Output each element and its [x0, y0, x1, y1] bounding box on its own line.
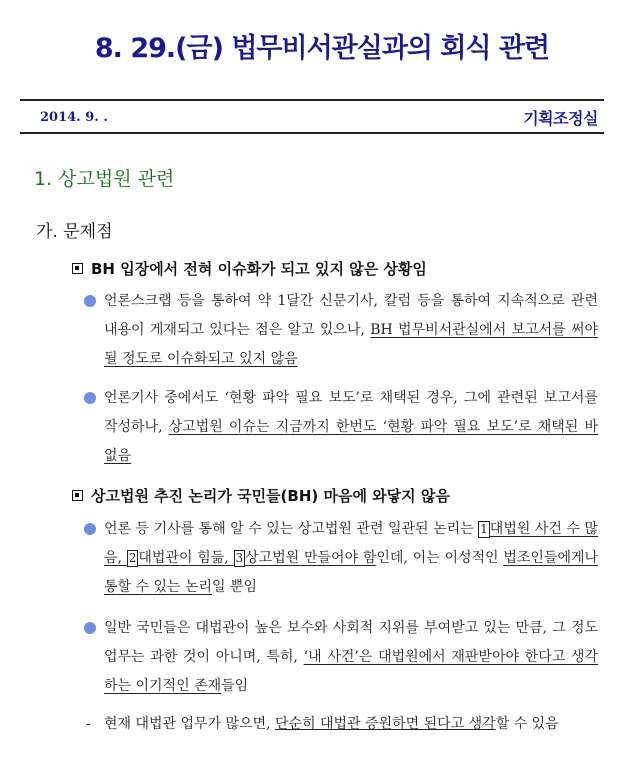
bullet-2-text: 언론기사 중에서도 ‘현황 파악 필요 보도’로 채택된 경우, 그에 관련된 보고서를 작성하나, [104, 390, 598, 435]
subsection-title: 가. 문제점 [36, 222, 113, 242]
bullet-3-text: 언론 등 기사를 통해 알 수 있는 상고법원 관련 일관된 논리는 [104, 521, 479, 537]
bullet-2-underline: 상고법원 이슈는 지금까지 한번도 ‘현황 파악 필요 보도’로 채택된 바 없음 [104, 419, 598, 464]
bullet-3-underline-1: 대법원 사건 수 많음, [104, 521, 598, 566]
bullet-paragraph-1 [104, 287, 598, 374]
circle-bullet-icon [84, 523, 96, 535]
heading-2-text: 상고법원 추진 논리가 국민들(BH) 마음에 와닿지 않음 [91, 487, 450, 505]
bullet-1-underline: BH 법무비서관실에서 보고서를 써야 될 정도로 이슈화되고 있지 않음 [104, 322, 599, 367]
heading-1 [72, 258, 427, 279]
top-rule [20, 99, 604, 101]
document-title: 8. 29.(금) 법무비서관실과의 회식 관련 [94, 33, 550, 64]
bottom-rule [20, 132, 604, 134]
department-name: 기획조정실 [523, 109, 598, 128]
dash-1-underline: 단순히 대법관 증원하면 된다고 생각 [275, 716, 496, 732]
circle-bullet-icon [84, 622, 96, 634]
heading-1-text: BH 입장에서 전혀 이슈화가 되고 있지 않은 상황임 [91, 260, 427, 278]
bullet-3-underline-3: 상고법원 만들어야 함 [245, 550, 377, 566]
dash-paragraph-1 [104, 710, 598, 739]
circle-bullet-icon [84, 392, 96, 404]
dash-marker: - [86, 716, 91, 732]
bullet-4-text: 일반 국민들은 대법관이 높은 보수와 사회적 지위를 부여받고 있는 만큼, 그 정도 업무는 과한 것이 아니며, 특히, [104, 620, 598, 665]
bullet-4-underline: ‘내 사건’은 대법원에서 재판받아야 한다고 생각하는 이기적인 존재 [104, 649, 598, 694]
bullet-3-text-c: 일 뿐임 [212, 579, 258, 595]
bullet-paragraph-4 [104, 614, 598, 701]
number-box-1: 1 [480, 522, 488, 536]
bullet-paragraph-3 [104, 515, 598, 602]
bullet-paragraph-2 [104, 384, 598, 471]
bullet-4-text-b: 들임 [221, 678, 249, 694]
circle-bullet-icon [84, 295, 96, 307]
square-bullet-icon [72, 490, 83, 501]
bullet-3-text-b: 인데, 이는 이성적인 [376, 550, 504, 566]
bullet-3-underline-4: 법조인들에게나 통할 수 있는 논리 [104, 550, 599, 595]
square-bullet-icon [72, 263, 83, 274]
section-title: 1. 상고법원 관련 [34, 168, 175, 190]
dash-1-text: 현재 대법관 업무가 많으면, [104, 716, 276, 732]
bullet-3-underline-2: 대법관이 힘듦, [138, 550, 234, 566]
number-box-3: 3 [235, 551, 244, 565]
bullet-1-text: 언론스크랩 등을 통하여 약 1달간 신문기사, 칼럼 등을 통하여 지속적으로 관련 내용이 게재되고 있다는 점은 알고 있으나, [104, 293, 598, 338]
number-box-2: 2 [128, 551, 137, 565]
document-date: 2014. 9. . [40, 110, 108, 125]
dash-1-text-b: 할 수 있음 [495, 716, 559, 732]
heading-2 [72, 485, 450, 506]
